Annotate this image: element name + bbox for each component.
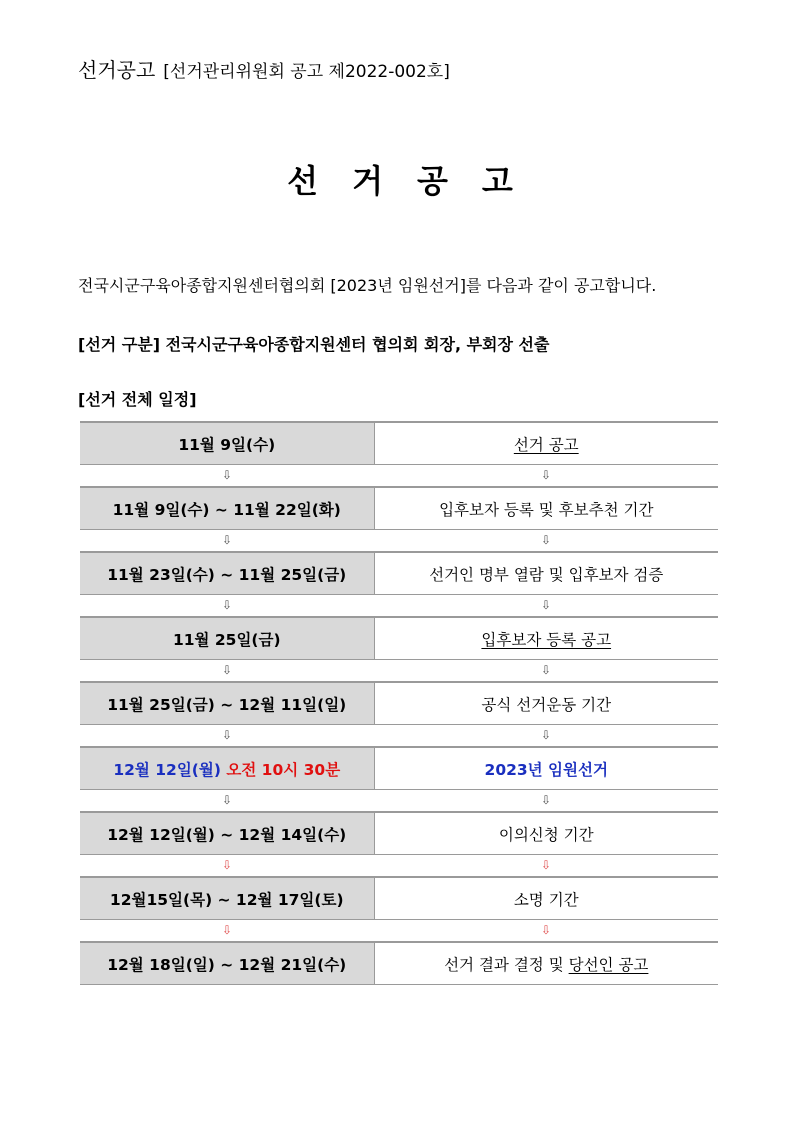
down-arrow-icon: ⇩ — [540, 793, 552, 807]
down-arrow-icon: ⇩ — [221, 533, 233, 547]
schedule-row — [80, 747, 718, 790]
schedule-event: 소명 기간 — [374, 877, 718, 920]
schedule-row — [80, 877, 718, 920]
schedule-date: 11월 25일(금) ~ 12월 11일(일) — [80, 682, 374, 725]
down-arrow-icon: ⇩ — [221, 728, 233, 742]
schedule-row — [80, 552, 718, 595]
schedule-event: 입후보자 등록 및 후보추천 기간 — [374, 487, 718, 530]
schedule-date: 11월 9일(수) — [80, 422, 374, 465]
schedule-heading: [선거 전체 일정] — [78, 390, 197, 409]
schedule-date: 12월15일(목) ~ 12월 17일(토) — [80, 877, 374, 920]
down-arrow-icon: ⇩ — [540, 728, 552, 742]
down-arrow-icon: ⇩ — [540, 533, 552, 547]
down-arrow-icon: ⇩ — [221, 598, 233, 612]
header-label: 선거공고 — [78, 58, 156, 82]
down-arrow-icon: ⇩ — [221, 663, 233, 677]
schedule-date: 11월 23일(수) ~ 11월 25일(금) — [80, 552, 374, 595]
schedule-event: 입후보자 등록 공고 — [481, 630, 612, 649]
schedule-event: 이의신청 기간 — [374, 812, 718, 855]
down-arrow-icon: ⇩ — [540, 663, 552, 677]
schedule-row — [80, 422, 718, 465]
down-arrow-icon: ⇩ — [540, 858, 552, 872]
schedule-event — [374, 942, 718, 985]
schedule-date — [80, 747, 374, 790]
intro-text: 전국시군구육아종합지원센터협의회 [2023년 임원선거]를 다음과 같이 공고합니다. — [78, 276, 657, 295]
down-arrow-icon: ⇩ — [221, 793, 233, 807]
schedule-row — [80, 682, 718, 725]
election-date: 12월 12일(월) — [113, 760, 221, 779]
schedule-event-part: 선거 결과 결정 및 — [444, 955, 569, 974]
schedule-row — [80, 942, 718, 985]
schedule-date: 11월 9일(수) ~ 11월 22일(화) — [80, 487, 374, 530]
arrow-row — [80, 725, 718, 748]
schedule-event: 공식 선거운동 기간 — [374, 682, 718, 725]
schedule-date: 12월 18일(일) ~ 12월 21일(수) — [80, 942, 374, 985]
down-arrow-icon: ⇩ — [221, 858, 233, 872]
schedule-event: 선거인 명부 열람 및 입후보자 검증 — [374, 552, 718, 595]
arrow-row — [80, 595, 718, 618]
down-arrow-icon: ⇩ — [221, 468, 233, 482]
down-arrow-icon: ⇩ — [221, 923, 233, 937]
schedule-date: 12월 12일(월) ~ 12월 14일(수) — [80, 812, 374, 855]
arrow-row — [80, 920, 718, 943]
down-arrow-icon: ⇩ — [540, 598, 552, 612]
arrow-row — [80, 790, 718, 813]
election-time: 오전 10시 30분 — [226, 760, 341, 779]
schedule-date: 11월 25일(금) — [80, 617, 374, 660]
schedule-row — [80, 812, 718, 855]
page-title: 선거공고 — [287, 162, 547, 200]
down-arrow-icon: ⇩ — [540, 468, 552, 482]
down-arrow-icon: ⇩ — [540, 923, 552, 937]
schedule-row — [80, 617, 718, 660]
schedule-table — [80, 421, 718, 985]
election-category: [선거 구분] 전국시군구육아종합지원센터 협의회 회장, 부회장 선출 — [78, 335, 550, 354]
schedule-event: 선거 공고 — [513, 435, 579, 454]
notice-header — [78, 54, 450, 83]
schedule-event: 2023년 임원선거 — [484, 760, 608, 779]
arrow-row — [80, 465, 718, 488]
schedule-row — [80, 487, 718, 530]
notice-number: [선거관리위원회 공고 제2022-002호] — [163, 62, 450, 82]
arrow-row — [80, 855, 718, 878]
arrow-row — [80, 660, 718, 683]
schedule-event-part: 당선인 공고 — [568, 955, 649, 974]
arrow-row — [80, 530, 718, 553]
